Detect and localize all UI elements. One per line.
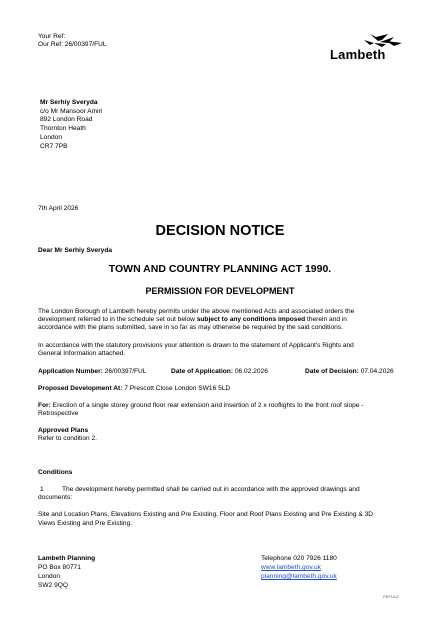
footer-address-line: PO Box 80771 — [38, 564, 81, 571]
condition-number: 1 — [40, 486, 44, 493]
condition-text: documents: — [38, 494, 73, 501]
application-number-value: 26/00397/FUL — [104, 368, 147, 375]
application-number — [38, 368, 146, 376]
proposed-development-label: Proposed Development At: — [38, 385, 123, 392]
proposed-development-value: 7 Prescott Close London SW16 5LD — [124, 385, 231, 392]
body-emphasis: subject to any conditions imposed — [196, 316, 306, 324]
body-line: In accordance with the statutory provisions your attention is drawn to the statement of Applicant’s Rights and — [38, 342, 354, 349]
application-date-value: 06.02.2026 — [234, 368, 268, 375]
footer-address-line: London — [38, 573, 61, 580]
footer-phone: Telephone 020 7926 1180 — [261, 555, 337, 562]
act-title: TOWN AND COUNTRY PLANNING ACT 1990. — [108, 263, 332, 275]
permission-title: PERMISSION FOR DEVELOPMENT — [145, 286, 295, 296]
form-code: PEFULZ — [383, 594, 399, 599]
decision-date-value: 07.04.2026 — [360, 368, 394, 375]
decision-date-label: Date of Decision: — [305, 368, 359, 375]
recipient-name: Mr Serhiy Sveryda — [40, 99, 98, 106]
your-ref: Your Ref: — [38, 33, 66, 40]
body-line: The London Borough of Lambeth hereby permits under the above mentioned Acts and associated orders the — [38, 308, 355, 315]
body-paragraph-1 — [38, 308, 418, 333]
description-value: Erection of a single storey ground floor rear extension and insertion of 2 x rooflights to the front roof slope - — [52, 402, 364, 409]
condition-text: The development hereby permitted shall be carried out in accordance with the approved drawings and — [62, 486, 360, 493]
decision-date — [305, 368, 394, 376]
application-date-label: Date of Application: — [171, 368, 234, 375]
body-line: General Information attached. — [38, 350, 126, 358]
page-title: DECISION NOTICE — [155, 223, 285, 239]
development-description — [38, 402, 363, 418]
letter-date: 7th April 2026 — [38, 205, 79, 212]
approved-plans — [38, 427, 97, 443]
description-line: Retrospective — [38, 410, 79, 418]
footer-org: Lambeth Planning — [38, 555, 96, 562]
our-ref: Our Ref: 26/00397/FUL — [38, 41, 107, 48]
body-text: therein and in — [305, 316, 347, 324]
footer-web-link[interactable]: www.lambeth.gov.uk — [261, 564, 321, 571]
footer-email-link[interactable]: planning@lambeth.gov.uk — [261, 573, 337, 580]
recipient-line: CR7 7PB — [40, 143, 68, 150]
body-line — [38, 316, 418, 324]
condition-text: Views Existing and Pre Existing. — [38, 520, 133, 527]
application-number-label: Application Number: — [38, 368, 103, 375]
body-paragraph-2 — [38, 342, 354, 358]
proposed-development — [38, 385, 230, 393]
approved-plans-value: Refer to condition 2. — [38, 435, 98, 443]
conditions-heading: Conditions — [38, 469, 73, 476]
approved-plans-label: Approved Plans — [38, 427, 89, 434]
description-label: For: — [38, 402, 51, 409]
body-line: accordance with the plans submitted, save in so far as may otherwise be required by the said conditions. — [38, 324, 343, 332]
footer-address-line: SW2 9QQ — [38, 582, 69, 589]
lambeth-logo — [330, 30, 410, 66]
application-date — [171, 368, 268, 376]
lambeth-logo-text: Lambeth — [330, 47, 386, 62]
description-line — [38, 402, 363, 410]
recipient-line: London — [40, 134, 63, 141]
recipient-line: c/o Mr Mansoor Amiri — [40, 108, 103, 115]
body-text: development referred to in the schedule set out below — [38, 316, 197, 324]
salutation: Dear Mr Serhiy Sveryda — [38, 247, 113, 254]
condition-text: Site and Location Plans, Elevations Existing and Pre Existing, Floor and Roof Plans Existing and Pre Existing & 3D — [38, 511, 373, 518]
recipient-line: 892 London Road — [40, 116, 93, 123]
recipient-line: Thornton Heath — [40, 125, 86, 132]
